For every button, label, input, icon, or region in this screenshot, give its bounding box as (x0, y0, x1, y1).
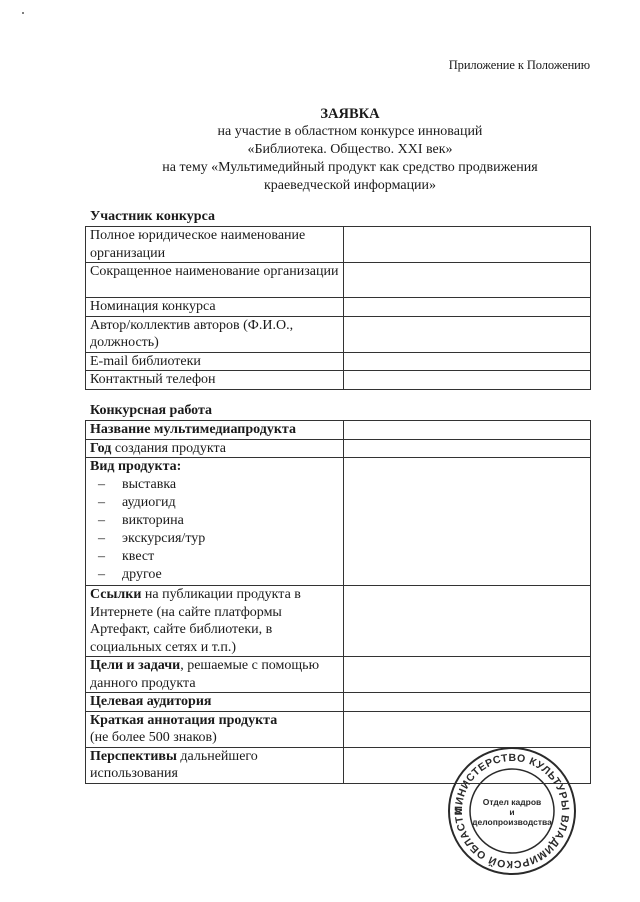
product-type-label: Вид продукта: (90, 459, 182, 474)
document-heading (100, 105, 600, 195)
goals-label-rest: , решаемые с помощью данного продукта (90, 658, 320, 691)
product-type-options (90, 476, 339, 584)
audience-label: Целевая аудитория (86, 693, 344, 712)
option-label: выставка (122, 476, 177, 492)
links-label-bold: Ссылки (90, 587, 142, 602)
scan-speck (22, 12, 24, 14)
participant-section-label: Участник конкурса (90, 209, 215, 224)
links-label-rest: на публикации продукта в Интернете (на сайте платформы Артефакт, сайте библиотеки, в социальных сетях и т.п.) (90, 587, 301, 655)
dash-bullet: – (98, 566, 105, 582)
table-row (86, 371, 591, 390)
goals-label (86, 657, 344, 693)
prospects-label-bold: Перспективы (90, 748, 177, 764)
list-item (98, 548, 339, 566)
links-field[interactable] (343, 586, 590, 657)
list-item (98, 476, 339, 494)
table-row (86, 711, 591, 747)
table-row (86, 439, 591, 458)
annex-note: Приложение к Положению (448, 58, 590, 72)
dash-bullet: – (98, 548, 105, 564)
goals-field[interactable] (343, 657, 590, 693)
list-item (98, 530, 339, 548)
audience-field[interactable] (343, 693, 590, 712)
product-name-label: Название мультимедиапродукта (86, 421, 344, 440)
year-label-rest: создания продукта (111, 440, 226, 456)
annotation-label-rest: (не более 500 знаков) (90, 730, 217, 745)
goals-label-bold: Цели и задачи (90, 658, 181, 673)
heading-line-3: на тему «Мультимедийный продукт как средство продвижения (162, 160, 538, 175)
option-label: аудиогид (122, 494, 176, 510)
row-value-field[interactable] (343, 316, 590, 352)
option-label: другое (122, 566, 162, 582)
year-field[interactable] (343, 439, 590, 458)
year-label-bold: Год (90, 440, 112, 456)
list-item (98, 566, 339, 584)
product-type-cell (86, 458, 344, 586)
table-row (86, 693, 591, 712)
row-label: Сокращенное наименование организации (86, 263, 344, 298)
row-value-field[interactable] (343, 371, 590, 390)
work-section-label: Конкурсная работа (90, 403, 212, 418)
row-label: Контактный телефон (86, 371, 344, 390)
stamp-line-3: делопроизводства (472, 817, 552, 827)
row-label: Полное юридическое наименование организации (86, 227, 344, 263)
table-row (86, 298, 591, 317)
annotation-label-bold: Краткая аннотация продукта (90, 712, 278, 728)
dash-bullet: – (98, 512, 105, 528)
list-item (98, 494, 339, 512)
product-name-field[interactable] (343, 421, 590, 440)
dash-bullet: – (98, 494, 105, 510)
heading-line-2: «Библиотека. Общество. XXI век» (247, 142, 453, 157)
row-label: Автор/коллектив авторов (Ф.И.О., должность) (86, 316, 344, 352)
table-row (86, 352, 591, 371)
product-type-field[interactable] (343, 458, 590, 586)
table-row (86, 458, 591, 586)
annotation-field[interactable] (343, 711, 590, 747)
row-label: Номинация конкурса (86, 298, 344, 317)
table-row (86, 657, 591, 693)
prospects-label-rest: дальнейшего использования (90, 748, 258, 781)
dash-bullet: – (98, 530, 105, 546)
heading-line-4: краеведческой информации» (263, 178, 437, 193)
year-label (86, 439, 344, 458)
row-value-field[interactable] (343, 227, 590, 263)
stamp-line-2: и (509, 807, 515, 817)
document-title: ЗАЯВКА (320, 106, 380, 122)
table-row (86, 263, 591, 298)
option-label: квест (122, 548, 155, 564)
table-row (86, 586, 591, 657)
stamp-line-1: Отдел кадров (482, 797, 542, 807)
row-value-field[interactable] (343, 263, 590, 298)
heading-line-1: на участие в областном конкурсе инноваций (217, 124, 483, 139)
option-label: викторина (122, 512, 184, 528)
participant-table (85, 226, 591, 390)
official-stamp (446, 745, 578, 877)
links-label (86, 586, 344, 657)
option-label: экскурсия/тур (122, 530, 206, 546)
prospects-label (86, 747, 344, 783)
row-value-field[interactable] (343, 298, 590, 317)
stamp-ring-text: МИНИСТЕРСТВО КУЛЬТУРЫ ВЛАДИМИРСКОЙ ОБЛАСТИ (452, 751, 572, 871)
list-item (98, 512, 339, 530)
table-row (86, 316, 591, 352)
dash-bullet: – (98, 476, 105, 492)
row-value-field[interactable] (343, 352, 590, 371)
work-table (85, 420, 591, 784)
row-label: E-mail библиотеки (86, 352, 344, 371)
table-row (86, 227, 591, 263)
annotation-label (86, 711, 344, 747)
table-row (86, 421, 591, 440)
